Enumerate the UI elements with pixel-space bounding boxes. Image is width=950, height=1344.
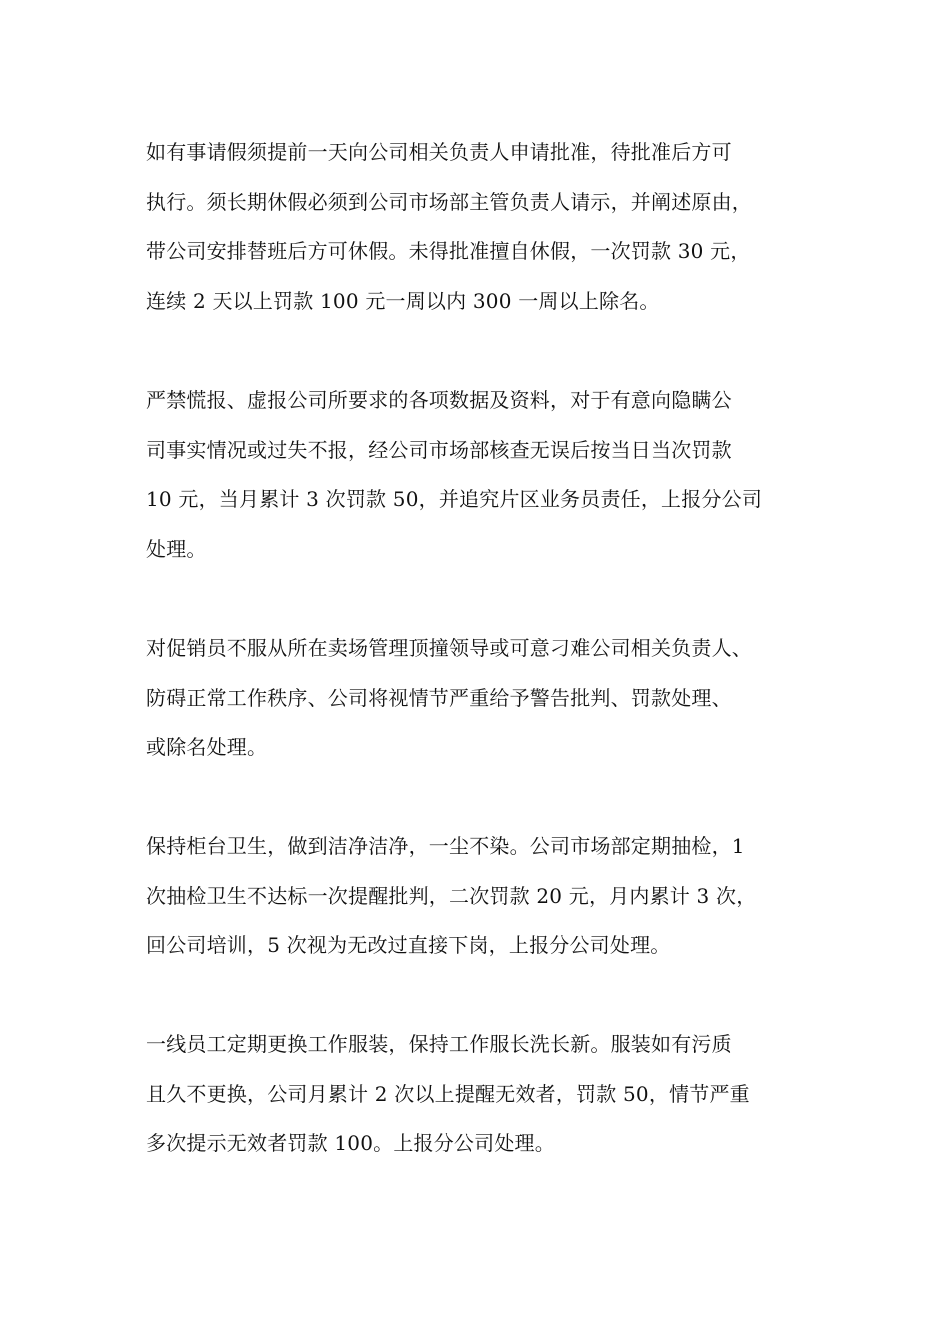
paragraph-counter-hygiene-policy xyxy=(146,822,836,971)
text-line: 且久不更换，公司月累计 2 次以上提醒无效者，罚款 50，情节严重 xyxy=(146,1081,750,1106)
paragraph-false-report-policy xyxy=(146,376,836,574)
text-line: 带公司安排替班后方可休假。未得批准擅自休假，一次罚款 30 元， xyxy=(146,239,751,263)
text-line: 如有事请假须提前一天向公司相关负责人申请批准，待批准后方可 xyxy=(146,140,732,164)
text-line: 严禁慌报、虚报公司所要求的各项数据及资料，对于有意向隐瞒公 xyxy=(146,388,732,412)
text-line: 回公司培训，5 次视为无改过直接下岗，上报分公司处理。 xyxy=(146,933,671,957)
paragraph-uniform-policy xyxy=(146,1020,836,1169)
text-line: 处理。 xyxy=(146,536,207,561)
text-line: 或除名处理。 xyxy=(146,735,268,759)
text-line: 10 元，当月累计 3 次罚款 50，并追究片区业务员责任，上报分公司 xyxy=(146,487,763,511)
text-line: 防碍正常工作秩序、公司将视情节严重给予警告批判、罚款处理、 xyxy=(146,685,732,710)
text-line: 多次提示无效者罚款 100。上报分公司处理。 xyxy=(146,1131,555,1155)
text-line: 执行。须长期休假必须到公司市场部主管负责人请示，并阐述原由， xyxy=(146,189,752,214)
text-line: 次抽检卫生不达标一次提醒批判，二次罚款 20 元，月内累计 3 次， xyxy=(146,883,757,908)
paragraph-insubordination-policy xyxy=(146,624,836,773)
paragraph-leave-policy xyxy=(146,128,836,326)
text-line: 对促销员不服从所在卖场管理顶撞领导或可意刁难公司相关负责人、 xyxy=(146,636,752,660)
text-line: 司事实情况或过失不报，经公司市场部核查无误后按当日当次罚款 xyxy=(146,437,732,462)
text-line: 保持柜台卫生，做到洁净洁净，一尘不染。公司市场部定期抽检，1 xyxy=(146,834,745,858)
text-line: 连续 2 天以上罚款 100 元一周以内 300 一周以上除名。 xyxy=(146,288,660,313)
text-line: 一线员工定期更换工作服装，保持工作服长洗长新。服装如有污质 xyxy=(146,1032,732,1056)
